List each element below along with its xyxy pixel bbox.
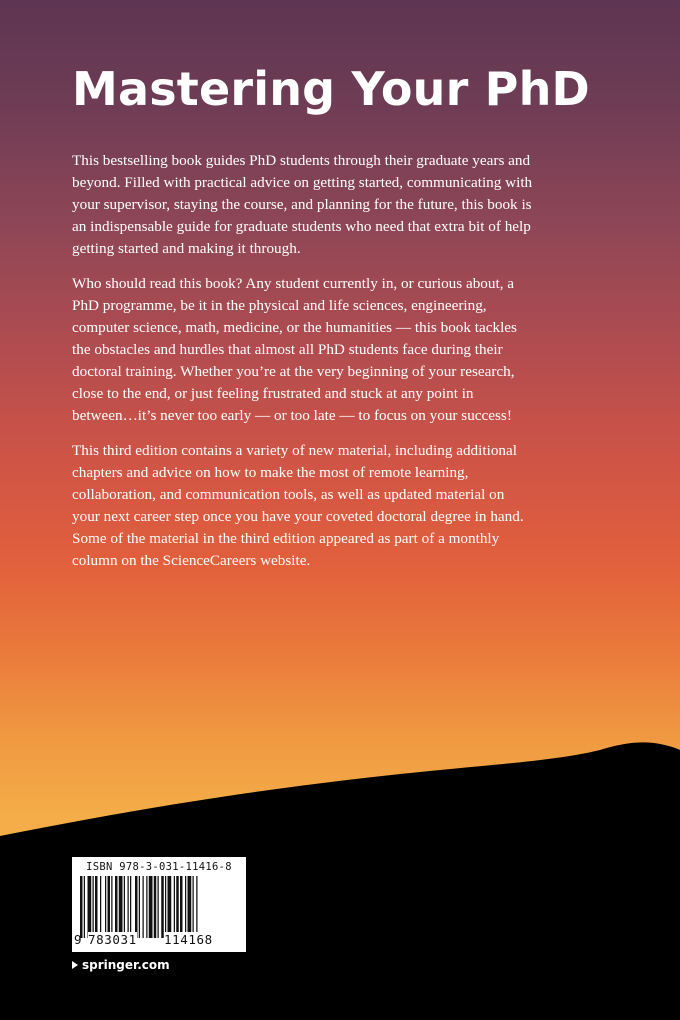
publisher-link[interactable]: [72, 958, 170, 972]
ean-right-digits: 114168: [164, 932, 213, 947]
publisher-link-text: springer.com: [82, 958, 170, 972]
book-title: Mastering Your PhD: [72, 62, 590, 116]
blurb-paragraph-1: This bestselling book guides PhD students through their graduate years and beyond. Filled with practical advice on getting started, communicating with your supervisor, staying the course, and planning for the future, this book is an indispensable guide for graduate students who need that extra bit of help getting started and making it through.: [72, 152, 533, 257]
back-cover-blurb: [72, 150, 534, 585]
arrow-icon: [72, 961, 78, 969]
barcode-bars: [80, 876, 238, 938]
ean-left-digits: 783031: [88, 932, 137, 947]
ean-first-digit: 9: [74, 932, 82, 947]
isbn-label: ISBN 978-3-031-11416-8: [86, 861, 232, 873]
isbn-barcode: [72, 857, 246, 952]
blurb-paragraph-2: Who should read this book? Any student currently in, or curious about, a PhD programme, be it in the physical and life sciences, engineering, computer science, math, medicine, or the humanities — this book tackles the obstacles and hurdles that almost all PhD students face during their doctoral training. Whether you’re at the very beginning of your research, close to the end, or just feeling frustrated and stuck at any point in between…it’s never too early — or too late — to focus on your success!: [72, 275, 517, 424]
blurb-paragraph-3: This third edition contains a variety of new material, including additional chapters and advice on how to make the most of remote learning, collaboration, and communication tools, as well as updated material on your next career step once you have your coveted doctoral degree in hand. Some of the material in the third edition appeared as part of a monthly column on the ScienceCareers website.: [72, 442, 524, 569]
